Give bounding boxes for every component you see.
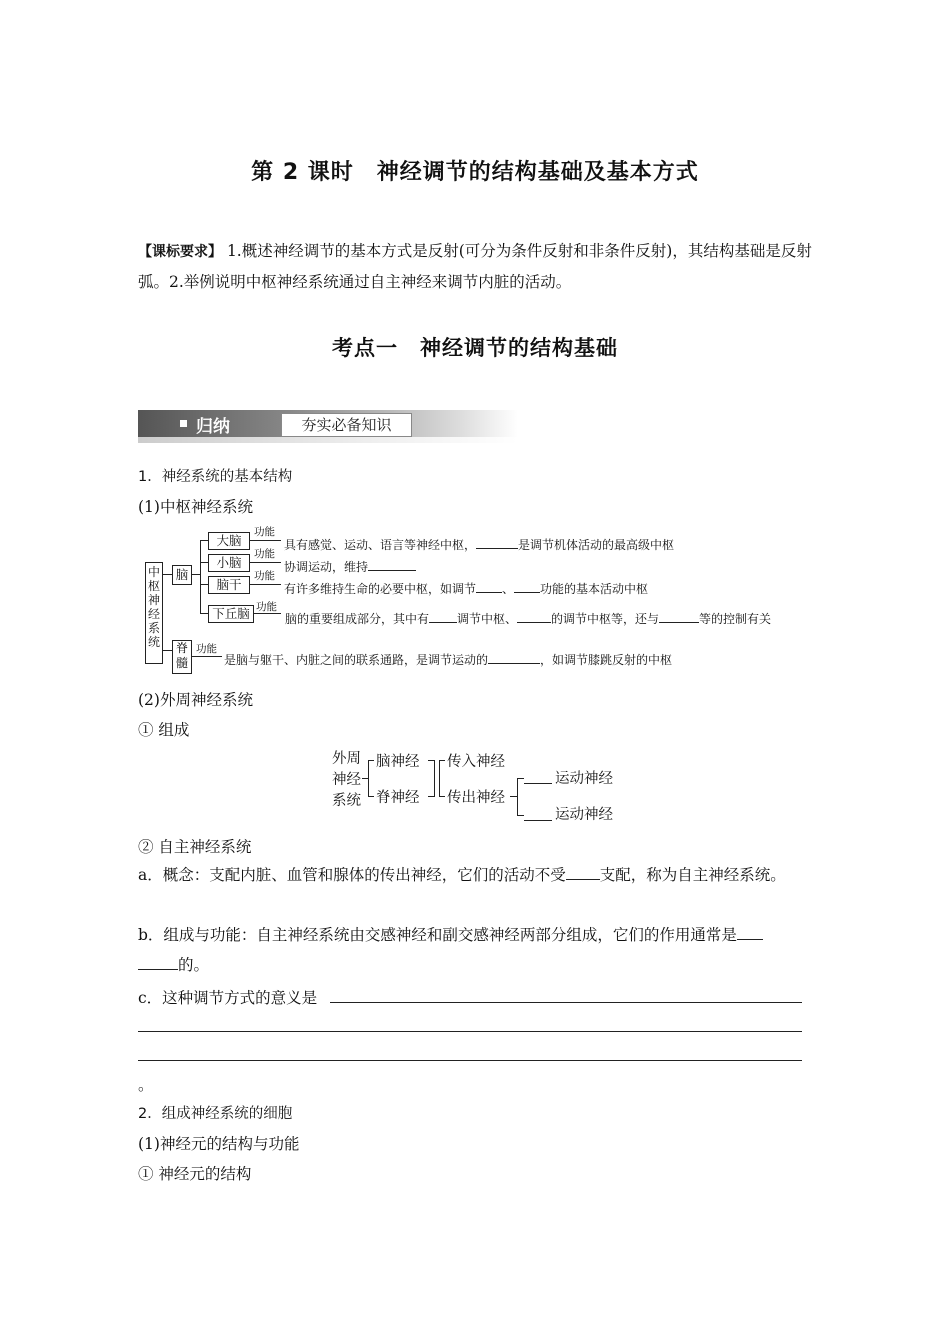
concept-paragraph (138, 860, 814, 890)
cerebrum-text-post: 是调节机体活动的最高级中枢 (518, 538, 675, 552)
hypothalamus-text-post: 等的控制有关 (699, 612, 772, 626)
motor-nerves-1: 运动神经 (555, 771, 613, 787)
brainstem-box: 脑干 (208, 576, 250, 594)
subheading-neuron-structure: ① 神经元的结构 (138, 1165, 252, 1183)
function-label: 功能 (196, 643, 217, 655)
subheading-cns: (1)中枢神经系统 (138, 498, 253, 516)
function-pre: b．组成与功能：自主神经系统由交感神经和副交感神经两部分组成，它们的作用通常是 (138, 926, 737, 944)
concept-post: 支配，称为自主神经系统。 (599, 866, 786, 884)
answer-line (330, 1002, 802, 1003)
cranial-nerves: 脑神经 (376, 754, 420, 770)
answer-line (138, 1060, 802, 1061)
function-label: 功能 (256, 601, 277, 613)
section-title: 考点一 神经调节的结构基础 (332, 336, 618, 360)
subheading-pns: (2)外周神经系统 (138, 691, 253, 709)
connector (517, 778, 518, 816)
connector (439, 760, 440, 797)
pns-root-2: 神经 (332, 772, 361, 788)
blank (138, 954, 178, 970)
significance-prompt: c．这种调节方式的意义是 (138, 989, 318, 1007)
hypothalamus-text-pre: 脑的重要组成部分，其中有 (285, 612, 430, 626)
requirement-label: 【课标要求】 (138, 244, 222, 260)
heading-1: 1．神经系统的基本结构 (138, 469, 293, 485)
period-mark: 。 (138, 1076, 154, 1094)
connector (517, 815, 524, 816)
banner-label: 归纳 (196, 417, 230, 437)
function-label: 功能 (254, 570, 275, 582)
spinal-cord-box: 脊髓 (172, 640, 192, 674)
function-post: 的。 (178, 956, 210, 974)
cerebellum-box: 小脑 (208, 554, 250, 572)
subheading-composition: ① 组成 (138, 721, 190, 739)
blank (524, 783, 552, 784)
spinal-text-pre: 是脑与躯干、内脏之间的联系通路，是调节运动的 (224, 653, 489, 667)
brainstem-text-pre: 有许多维持生命的必要中枢，如调节 (284, 582, 477, 596)
blank (566, 864, 600, 880)
connector (368, 760, 369, 796)
efferent-nerves: 传出神经 (447, 790, 505, 806)
cns-root-box: 中枢神经系统 (145, 562, 163, 664)
cerebellum-text-pre: 协调运动，维持 (284, 560, 369, 574)
connector (368, 760, 374, 761)
hypothalamus-text-mid2: 的调节中枢等，还与 (551, 612, 660, 626)
brainstem-text-post: 功能的基本活动中枢 (540, 582, 649, 596)
answer-line (138, 1031, 802, 1032)
function-label: 功能 (254, 548, 275, 560)
function-label: 功能 (254, 526, 275, 538)
brain-box: 脑 (172, 565, 192, 585)
cerebrum-text-pre: 具有感觉、运动、语言等神经中枢， (284, 538, 477, 552)
pns-root-1: 外周 (332, 751, 361, 767)
pns-root-3: 系统 (332, 793, 361, 809)
spinal-nerves: 脊神经 (376, 790, 420, 806)
connector (510, 796, 517, 797)
blank (737, 924, 763, 940)
connector (434, 760, 435, 797)
function-paragraph (138, 920, 814, 980)
motor-nerves-2: 运动神经 (555, 807, 613, 823)
page-title: 第 2 课时 神经调节的结构基础及基本方式 (251, 160, 699, 185)
hypothalamus-box: 下丘脑 (208, 605, 254, 623)
connector (439, 760, 445, 761)
subheading-autonomic: ② 自主神经系统 (138, 838, 252, 856)
subheading-neuron: (1)神经元的结构与功能 (138, 1135, 300, 1153)
connector (368, 796, 374, 797)
requirement-text: 1.概述神经调节的基本方式是反射(可分为条件反射和非条件反射)，其结构基础是反射弧。2.举例说明中枢神经系统通过自主神经来调节内脏的活动。 (138, 242, 812, 291)
blank (524, 820, 552, 821)
brainstem-text-mid: 、 (502, 582, 515, 596)
heading-2: 2．组成神经系统的细胞 (138, 1106, 293, 1122)
cerebrum-box: 大脑 (208, 532, 250, 550)
banner-sub-label: 夯实必备知识 (281, 413, 412, 437)
afferent-nerves: 传入神经 (447, 754, 505, 770)
connector (439, 796, 445, 797)
hypothalamus-text-mid1: 调节中枢、 (457, 612, 518, 626)
concept-pre: a．概念：支配内脏、血管和腺体的传出神经，它们的活动不受 (138, 866, 566, 884)
connector (517, 778, 524, 779)
spinal-text-post: ，如调节膝跳反射的中枢 (540, 653, 673, 667)
